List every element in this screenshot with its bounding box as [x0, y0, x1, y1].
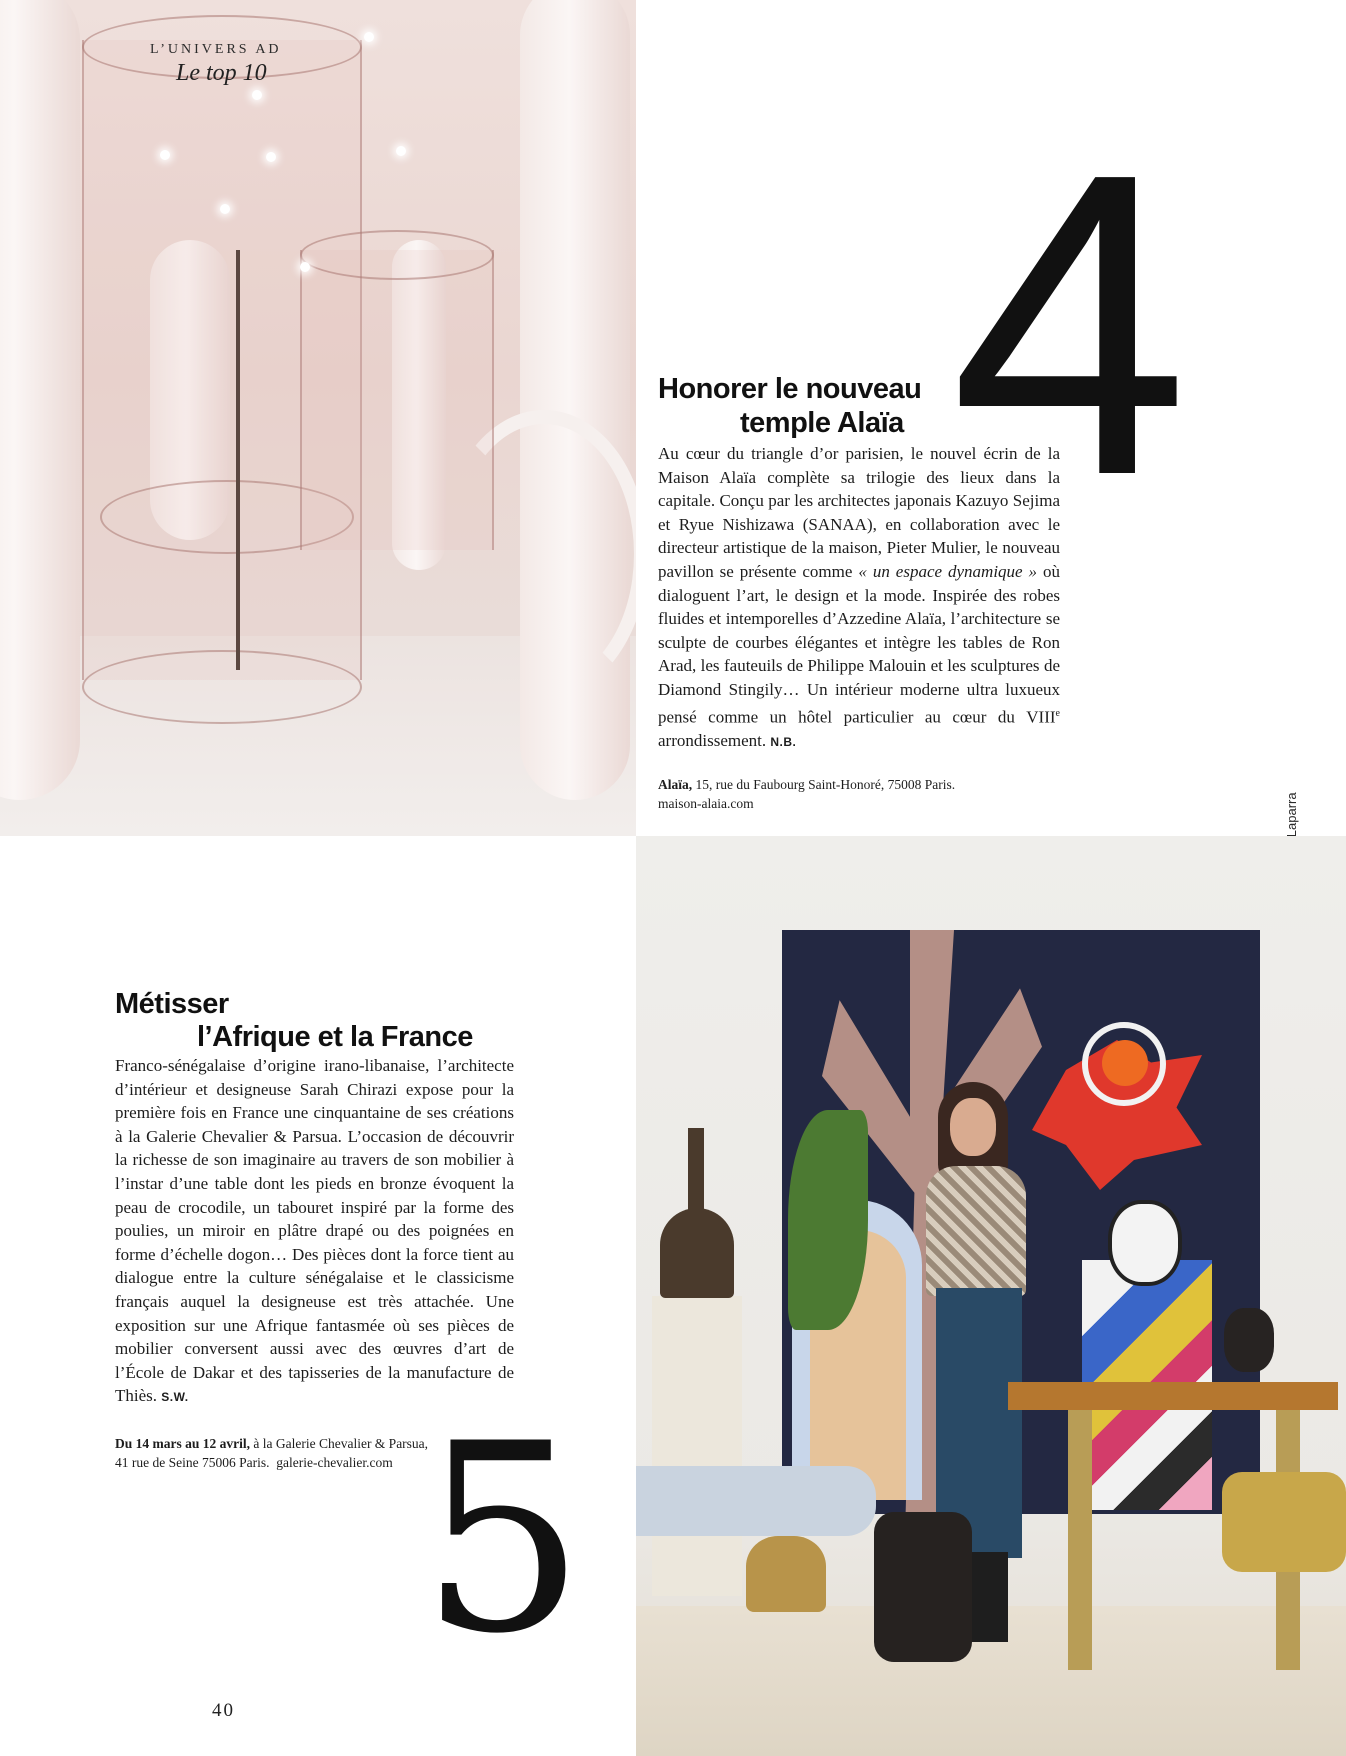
article-4-body-quote: « un espace dynamique »	[858, 561, 1038, 581]
article-5-info-venue: à la Galerie Chevalier & Parsua,	[250, 1436, 429, 1451]
article-4-body-sup: e	[1055, 707, 1060, 719]
photo-pillar-left	[0, 0, 80, 800]
article-4-title-line2: temple Alaïa	[740, 407, 904, 439]
brass-stool	[1222, 1472, 1346, 1572]
alaia-interior-photo	[0, 0, 636, 836]
article-5-info-dates: Du 14 mars au 12 avril,	[115, 1436, 250, 1451]
section-kicker: L’UNIVERS AD	[150, 42, 282, 57]
ceiling-light	[300, 262, 310, 272]
article-5-title-line2: l’Afrique et la France	[197, 1021, 473, 1053]
article-4-body-rest: où dialoguent l’art, le design et la mode. Inspirée des robes fluides et intemporelles d’Azzedine Alaïa, l’architecture se sculpte de courbes élégantes et intègre les tables de Ron Arad, les fauteuils de Philippe Malouin et les sculptures de Diamond Stingily… Un intérieur moderne ultra luxueux pensé comme un hôtel particulier au cœur du	[658, 561, 1061, 727]
designer-gallery-photo	[636, 836, 1346, 1756]
article-4-info-name: Alaïa,	[658, 777, 693, 792]
article-5-title	[115, 988, 535, 1054]
article-4-info-address: 15, rue du Faubourg Saint-Honoré, 75008 Paris.	[692, 777, 956, 792]
designer-face	[950, 1098, 996, 1156]
ceiling-light	[364, 32, 374, 42]
article-5-info-web[interactable]: galerie-chevalier.com	[276, 1455, 393, 1470]
glass-cylinder-base	[82, 650, 362, 724]
article-5-body	[115, 1054, 514, 1410]
ceiling-light	[396, 146, 406, 156]
pedestal	[652, 1296, 742, 1596]
article-4-body-lead: Au cœur du triangle d’or parisien, le nouvel écrin de la Maison Alaïa complète sa trilogie des lieux dans la capitale. Conçu par les architectes japonais Kazuyo Sejima et Ryue Nishizawa (SANAA), en collaboration avec le directeur artistique de la maison, Pieter Mulier, le nouveau pavillon se présente comme	[658, 444, 1060, 581]
bench-base	[746, 1536, 826, 1612]
article-4-body-end: arrondissement.	[658, 730, 767, 750]
article-5-body-text: Franco-sénégalaise d’origine irano-libanaise, l’architecte d’intérieur et designeuse Sarah Chirazi expose pour la première fois en France une cinquantaine de ses créations à la Galerie Chevalier & Parsua. L’occasion de découvrir la richesse de son imaginaire au travers de son mobilier à l’instar d’une table dont les pieds en bronze évoquent la peau de crocodile, un tabouret inspiré par la forme des poulies, un miroir en plâtre drapé ou des poignées en forme d’échelle dogon… Des pièces dont la force tient au dialogue entre la culture sénégalaise et le classicisme français auquel la designeuse est très attachée. Une exposition sur une Afrique fantasmée où ses pièces de mobilier conversent aussi avec des œuvres d’art de l’École de Dakar et des tapisseries de la manufacture de Thiès.	[115, 1056, 514, 1406]
tapestry-white-halo	[1082, 1022, 1166, 1106]
bronze-table-leg	[1068, 1410, 1092, 1670]
glass-cylinder-top-2	[300, 230, 494, 280]
article-4-body	[658, 442, 1060, 754]
african-sculpture	[660, 1208, 734, 1298]
article-5-info-address: 41 rue de Seine 75006 Paris.	[115, 1455, 270, 1470]
black-stool	[874, 1512, 972, 1662]
tapestry-mask	[1108, 1200, 1182, 1286]
glass-cylinder-wall-2	[300, 250, 494, 550]
african-sculpture-head	[688, 1128, 704, 1212]
article-4-body-roman: VIII	[1026, 707, 1056, 727]
article-4-practical-info	[658, 775, 1060, 813]
ceiling-light	[160, 150, 170, 160]
page-number: 40	[212, 1700, 235, 1721]
article-5-signature: S.W.	[161, 1390, 189, 1405]
upholstered-bench	[636, 1466, 876, 1536]
section-subtitle: Le top 10	[176, 60, 267, 86]
sculpture-stem	[236, 250, 240, 670]
ranking-number-5: 5	[420, 1389, 586, 1691]
wooden-table-top	[1008, 1382, 1338, 1410]
black-turned-object	[1224, 1308, 1274, 1372]
article-4-signature: N.B.	[770, 734, 797, 749]
article-4-title	[658, 372, 958, 440]
article-4-title-line1: Honorer le nouveau	[658, 373, 922, 405]
article-5-title-line1: Métisser	[115, 988, 229, 1020]
designer-blouse	[926, 1166, 1026, 1296]
tapestry-leaf	[788, 1110, 868, 1330]
article-4-info-web[interactable]: maison-alaia.com	[658, 796, 754, 811]
ranking-number-4: 4	[950, 85, 1190, 565]
ceiling-light	[266, 152, 276, 162]
ceiling-light	[252, 90, 262, 100]
ceiling-light	[220, 204, 230, 214]
